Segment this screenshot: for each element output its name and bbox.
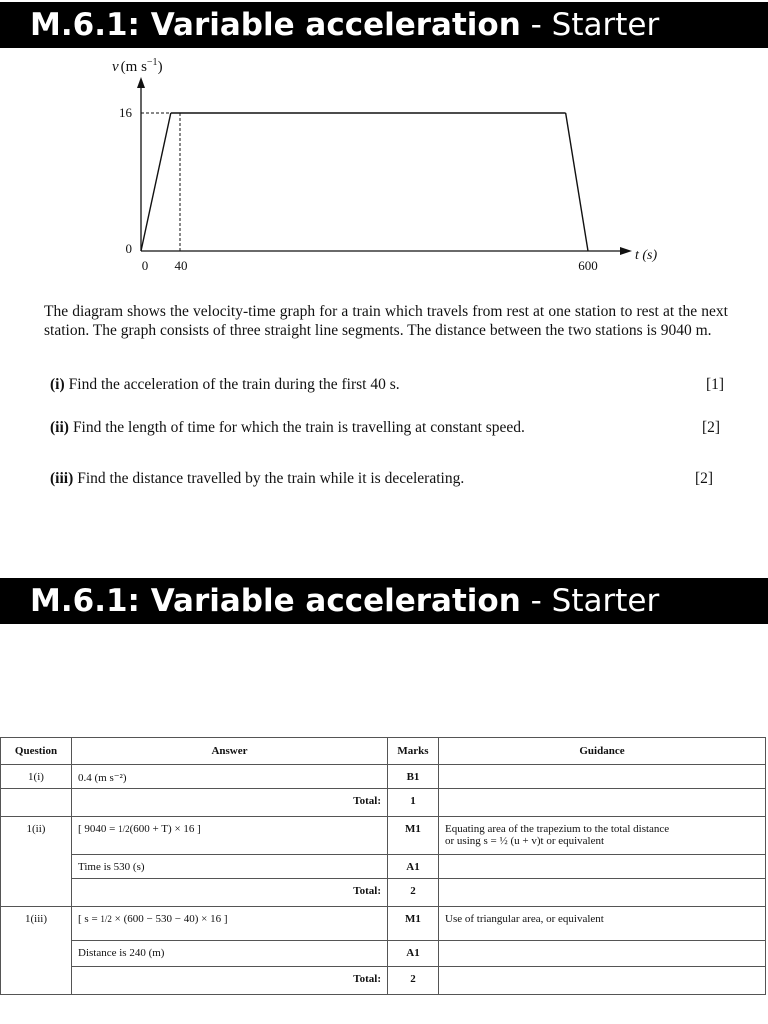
y-tick-16: 16 — [119, 105, 132, 120]
question-cell: 1(iii) — [1, 907, 72, 995]
slide-title-suffix: - Starter — [520, 7, 660, 43]
answer-fraction: 1/2 — [118, 824, 130, 834]
question-iii-number: (iii) — [50, 470, 74, 487]
guidance-line-2: or using s = ½ (u + v)t or equivalent — [445, 835, 605, 847]
answer-cell: 0.4 (m s⁻²) — [72, 765, 388, 789]
question-i — [50, 376, 400, 394]
x-axis-arrow — [620, 247, 632, 255]
answer-post: (600 + T) × 16 ] — [129, 823, 201, 835]
header-guidance: Guidance — [439, 738, 766, 765]
y-tick-0: 0 — [125, 241, 132, 256]
total-value: 1 — [388, 789, 439, 817]
table-row — [1, 855, 766, 879]
question-i-mark: [1] — [706, 376, 725, 393]
velocity-segment-3 — [566, 113, 588, 251]
total-value: 2 — [388, 879, 439, 907]
x-tick-0: 0 — [141, 258, 149, 273]
guidance-cell — [439, 941, 766, 967]
x-tick-40: 40 — [174, 258, 188, 273]
y-axis-arrow — [137, 77, 145, 88]
guidance-line-1: Equating area of the trapezium to the total distance — [445, 823, 670, 835]
total-label: Total: — [72, 789, 388, 817]
y-axis-exponent: −1 — [146, 57, 158, 68]
answer-cell: Distance is 240 (m) — [72, 941, 388, 967]
question-cell: 1(ii) — [1, 817, 72, 907]
answer-post: × (600 − 530 − 40) × 16 ] — [111, 913, 228, 925]
velocity-series — [141, 113, 588, 251]
guidance-cell — [439, 765, 766, 789]
question-ii-number: (ii) — [50, 419, 69, 436]
slide-title-top — [0, 2, 768, 48]
x-tick-600: 600 — [578, 258, 598, 273]
question-ii — [50, 419, 525, 437]
mark-cell: M1 — [388, 907, 439, 941]
question-iii-mark: [2] — [695, 470, 714, 487]
mark-cell: B1 — [388, 765, 439, 789]
slide-title-suffix-2: - Starter — [520, 583, 660, 619]
answer-cell: Time is 530 (s) — [72, 855, 388, 879]
answer-fraction: 1/2 — [100, 914, 112, 924]
table-row — [1, 789, 766, 817]
y-axis-symbol: v — [112, 59, 119, 75]
table-row — [1, 817, 766, 855]
guidance-cell: Use of triangular area, or equivalent — [439, 907, 766, 941]
table-row — [1, 907, 766, 941]
table-row — [1, 879, 766, 907]
header-row — [1, 738, 766, 765]
velocity-segment-1 — [141, 113, 171, 251]
guidance-cell — [439, 879, 766, 907]
answer-cell — [72, 817, 388, 855]
mark-cell: A1 — [388, 941, 439, 967]
guidance-cell — [439, 817, 766, 855]
mark-cell: A1 — [388, 855, 439, 879]
total-value: 2 — [388, 967, 439, 995]
total-label: Total: — [72, 967, 388, 995]
answer-pre: [ 9040 = — [78, 823, 119, 835]
table-row — [1, 967, 766, 995]
slide-title-main-2: M.6.1: Variable acceleration — [30, 583, 521, 619]
y-axis-unit: (m s — [120, 59, 147, 75]
guidance-cell — [439, 855, 766, 879]
question-iii-text: Find the distance travelled by the train while it is decelerating. — [77, 470, 465, 487]
question-i-text: Find the acceleration of the train during the first 40 s. — [68, 376, 400, 393]
question-cell: 1(i) — [1, 765, 72, 789]
velocity-time-graph — [100, 55, 680, 280]
table-row — [1, 765, 766, 789]
mark-cell: M1 — [388, 817, 439, 855]
question-ii-text: Find the length of time for which the train is travelling at constant speed. — [72, 419, 525, 436]
slide-title-bottom — [0, 578, 768, 624]
slide-title-main: M.6.1: Variable acceleration — [30, 7, 521, 43]
question-iii — [50, 470, 464, 488]
question-i-number: (i) — [50, 376, 65, 393]
question-ii-mark: [2] — [702, 419, 721, 436]
answer-cell — [72, 907, 388, 941]
problem-statement: The diagram shows the velocity-time graph for a train which travels from rest at one station to rest at the next station. The graph consists of three straight line segments. The distance between the two stations is 9040 m. — [44, 303, 728, 339]
guidance-cell — [439, 789, 766, 817]
svg-text:v(m s−1) — [112, 57, 163, 75]
question-cell — [1, 789, 72, 817]
header-answer: Answer — [72, 738, 388, 765]
y-axis-close: ) — [157, 59, 163, 75]
x-axis-label: t (s) — [635, 248, 658, 263]
total-label: Total: — [72, 879, 388, 907]
guidance-cell — [439, 967, 766, 995]
header-question: Question — [1, 738, 72, 765]
table-row — [1, 941, 766, 967]
answer-pre: [ s = — [78, 913, 101, 925]
header-marks: Marks — [388, 738, 439, 765]
mark-scheme-table — [0, 737, 766, 995]
